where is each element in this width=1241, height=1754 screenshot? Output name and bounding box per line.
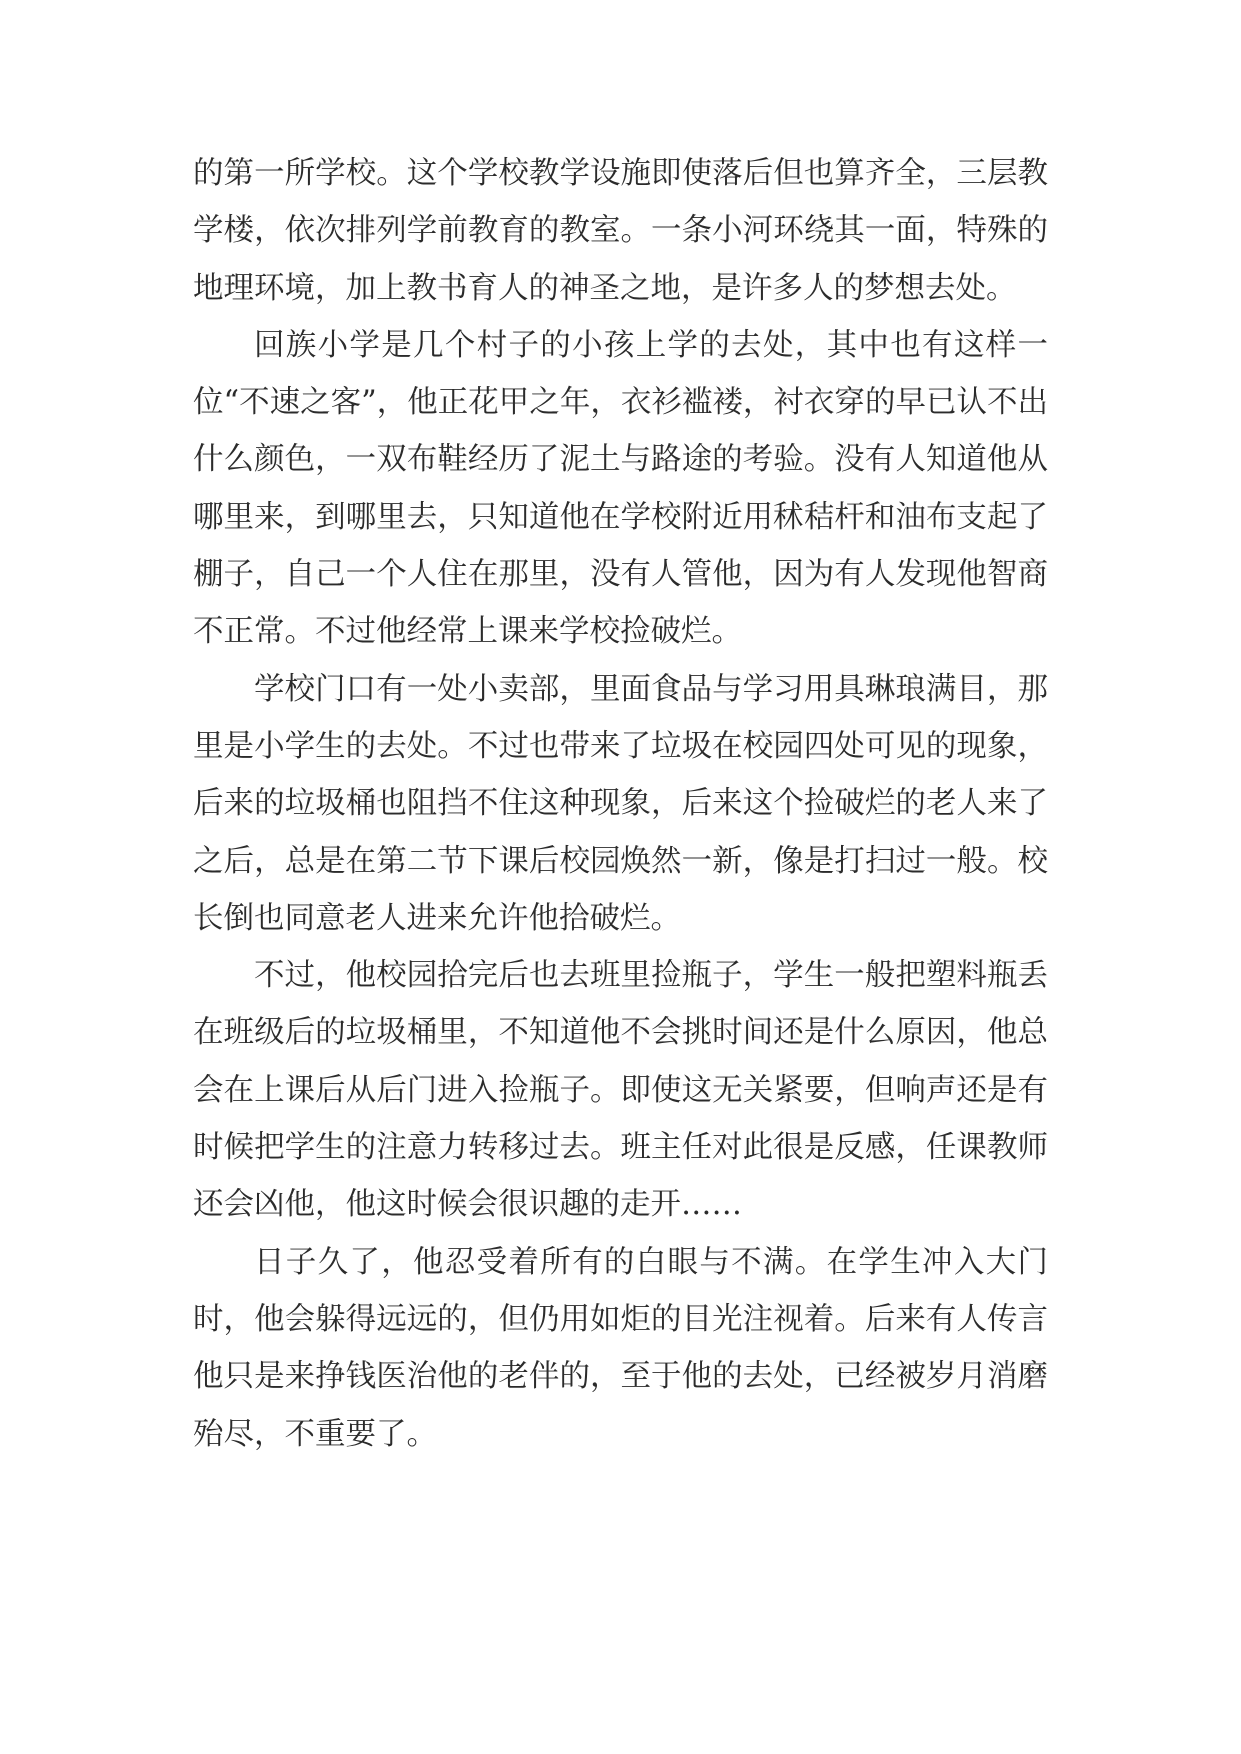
paragraph-2: 回族小学是几个村子的小孩上学的去处，其中也有这样一位“不速之客”，他正花甲之年，衣衫褴褛，衬衣穿的早已认不出什么颜色，一双布鞋经历了泥土与路途的考验。没有人知道他从哪里来，到哪里去，只知道他在学校附近用秫秸杆和油布支起了棚子，自己一个人住在那里，没有人管他，因为有人发现他智商不正常。不过他经常上课来学校捡破烂。 (193, 327, 1048, 650)
paragraph-5: 日子久了，他忍受着所有的白眼与不满。在学生冲入大门时，他会躲得远远的，但仍用如炬的目光注视着。后来有人传言他只是来挣钱医治他的老伴的，至于他的去处，已经被岁月消磨殆尽，不重要了。 (193, 1244, 1048, 1452)
paragraph-3: 学校门口有一处小卖部，里面食品与学习用具琳琅满目，那里是小学生的去处。不过也带来了垃圾在校园四处可见的现象，后来的垃圾桶也阻挡不住这种现象，后来这个捡破烂的老人来了之后，总是在第二节下课后校园焕然一新，像是打扫过一般。校长倒也同意老人进来允许他拾破烂。 (193, 671, 1048, 936)
paragraph-4: 不过，他校园拾完后也去班里捡瓶子，学生一般把塑料瓶丢在班级后的垃圾桶里，不知道他不会挑时间还是什么原因，他总会在上课后从后门进入捡瓶子。即使这无关紧要，但响声还是有时候把学生的注意力转移过去。班主任对此很是反感，任课教师还会凶他，他这时候会很识趣的走开…… (193, 958, 1048, 1223)
document-page (193, 145, 1048, 1463)
paragraph-1: 的第一所学校。这个学校教学设施即使落后但也算齐全，三层教学楼，依次排列学前教育的教室。一条小河环绕其一面，特殊的地理环境，加上教书育人的神圣之地，是许多人的梦想去处。 (193, 156, 1048, 306)
